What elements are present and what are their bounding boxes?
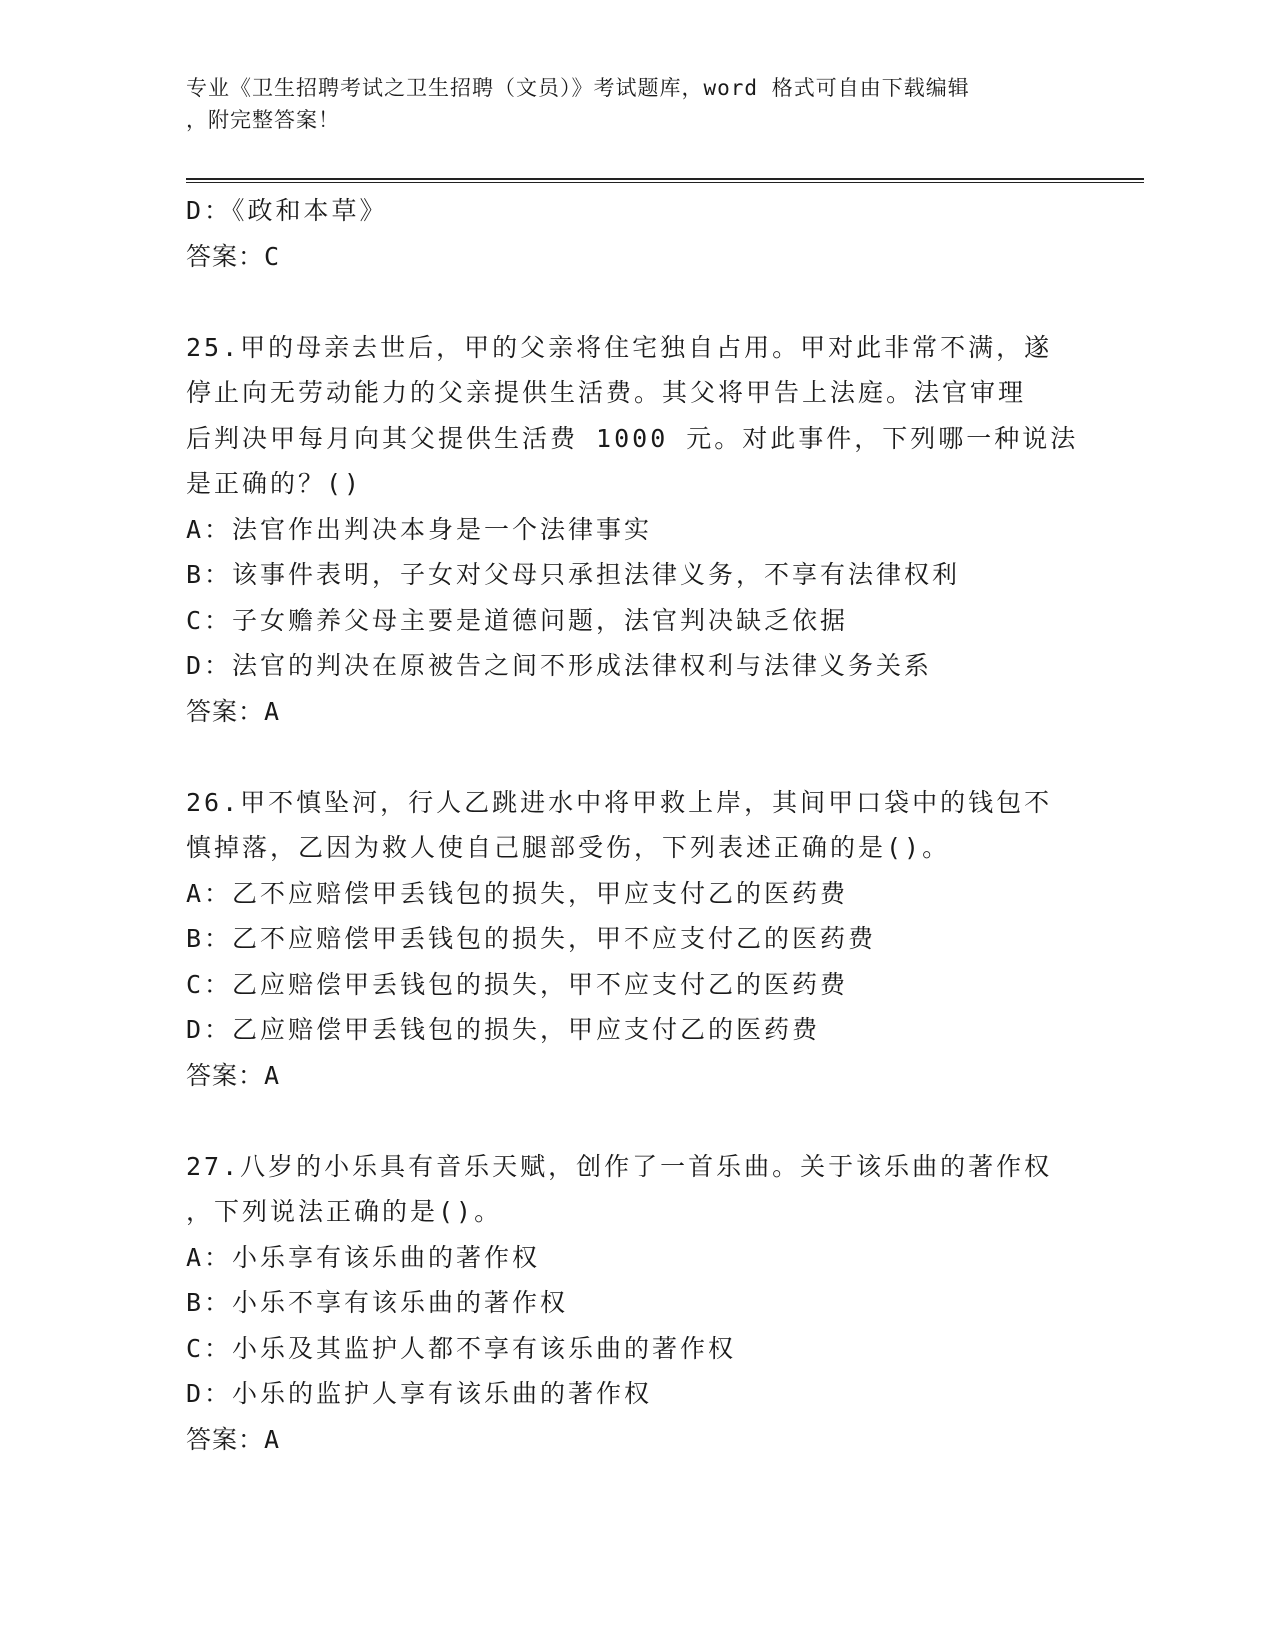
spacer bbox=[186, 1098, 1086, 1144]
answer-value: A bbox=[264, 696, 281, 726]
option-b: B：该事件表明，子女对父母只承担法律义务，不享有法律权利 bbox=[186, 560, 961, 589]
option-d: D：《政和本草》 bbox=[186, 196, 388, 225]
answer-line bbox=[186, 689, 1086, 735]
answer-value: C bbox=[264, 241, 281, 271]
question-stem-line: 25.甲的母亲去世后，甲的父亲将住宅独自占用。甲对此非常不满，遂 bbox=[186, 332, 1053, 362]
option-c: C：小乐及其监护人都不享有该乐曲的著作权 bbox=[186, 1333, 737, 1363]
answer-value: A bbox=[264, 1424, 281, 1454]
spacer bbox=[186, 734, 1086, 780]
question-stem-line: 是正确的？() bbox=[186, 469, 363, 498]
question-stem-line: 26.甲不慎坠河，行人乙跳进水中将甲救上岸，其间甲口袋中的钱包不 bbox=[186, 787, 1053, 817]
header-divider-thick bbox=[186, 178, 1144, 180]
answer-value: A bbox=[264, 1060, 281, 1090]
header-divider-thin bbox=[186, 182, 1144, 183]
answer-line bbox=[186, 1053, 1086, 1099]
spacer bbox=[186, 279, 1086, 325]
header-line-1: 专业《卫生招聘考试之卫生招聘（文员）》考试题库，word 格式可自由下载编辑 bbox=[186, 76, 970, 100]
question-24-tail bbox=[186, 188, 1086, 279]
answer-line bbox=[186, 234, 1086, 280]
question-stem-line: 27.八岁的小乐具有音乐天赋，创作了一首乐曲。关于该乐曲的著作权 bbox=[186, 1151, 1053, 1181]
option-d: D：小乐的监护人享有该乐曲的著作权 bbox=[186, 1379, 653, 1408]
question-stem-line: ，下列说法正确的是()。 bbox=[186, 1197, 503, 1226]
page-header bbox=[186, 72, 1066, 136]
question-25 bbox=[186, 325, 1086, 735]
answer-line bbox=[186, 1417, 1086, 1463]
option-a: A：乙不应赔偿甲丢钱包的损失，甲应支付乙的医药费 bbox=[186, 878, 849, 908]
answer-label: 答案： bbox=[186, 241, 265, 271]
answer-label: 答案： bbox=[186, 1424, 265, 1454]
option-c: C：乙应赔偿甲丢钱包的损失，甲不应支付乙的医药费 bbox=[186, 969, 849, 999]
answer-label: 答案： bbox=[186, 696, 265, 726]
header-line-2: ，附完整答案！ bbox=[186, 108, 340, 132]
option-b: B：乙不应赔偿甲丢钱包的损失，甲不应支付乙的医药费 bbox=[186, 924, 877, 953]
answer-label: 答案： bbox=[186, 1060, 265, 1090]
question-27 bbox=[186, 1144, 1086, 1463]
option-b: B：小乐不享有该乐曲的著作权 bbox=[186, 1288, 569, 1317]
option-d: D：法官的判决在原被告之间不形成法律权利与法律义务关系 bbox=[186, 651, 933, 680]
question-stem-line: 后判决甲每月向其父提供生活费 1000 元。对此事件，下列哪一种说法 bbox=[186, 423, 1079, 453]
option-c: C：子女赡养父母主要是道德问题，法官判决缺乏依据 bbox=[186, 605, 849, 635]
question-stem-line: 停止向无劳动能力的父亲提供生活费。其父将甲告上法庭。法官审理 bbox=[186, 378, 1027, 407]
option-a: A：小乐享有该乐曲的著作权 bbox=[186, 1242, 541, 1272]
question-content bbox=[186, 188, 1086, 1462]
question-26 bbox=[186, 780, 1086, 1099]
option-a: A：法官作出判决本身是一个法律事实 bbox=[186, 514, 653, 544]
question-stem-line: 慎掉落，乙因为救人使自己腿部受伤，下列表述正确的是()。 bbox=[186, 833, 951, 862]
option-d: D：乙应赔偿甲丢钱包的损失，甲应支付乙的医药费 bbox=[186, 1015, 821, 1044]
